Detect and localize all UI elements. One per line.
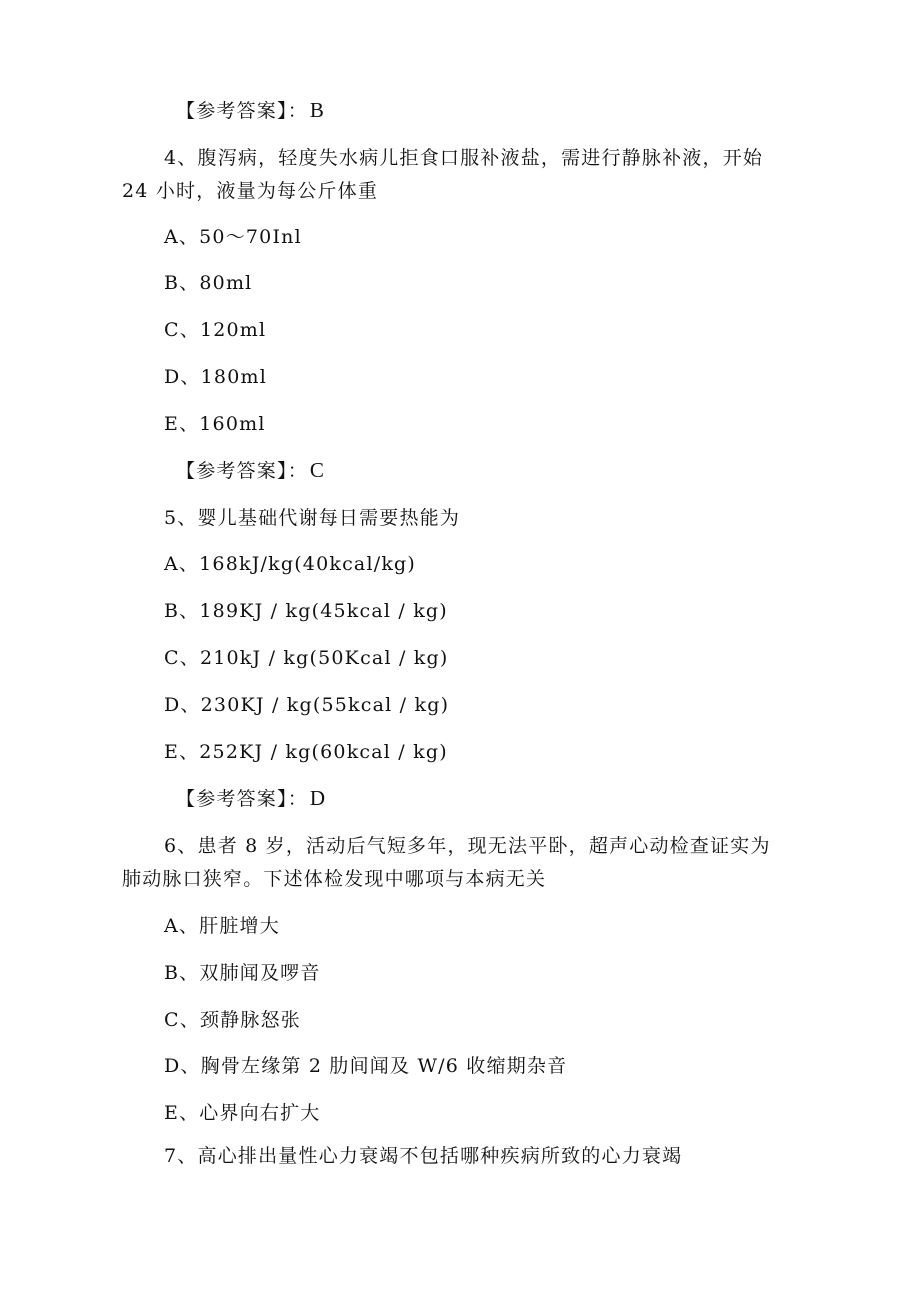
q5-option-e: E、252KJ / kg(60kcal / kg) [164, 741, 448, 763]
answer-label: 【参考答案】： [176, 460, 308, 482]
q5-option-c: C、210kJ / kg(50Kcal / kg) [164, 647, 449, 669]
answer-value: D [309, 786, 327, 810]
answer-line-q4 [176, 457, 325, 484]
q4-option-c: C、120ml [164, 319, 267, 341]
answer-value: B [309, 98, 326, 122]
answer-value: C [309, 458, 326, 482]
question-6-line-1: 6、患者 8 岁，活动后气短多年，现无法平卧，超声心动检查证实为 [164, 835, 771, 857]
q4-option-b: B、80ml [164, 272, 253, 294]
q4-option-a: A、50～70Inl [164, 226, 302, 248]
question-5-line-1: 5、婴儿基础代谢每日需要热能为 [164, 507, 461, 529]
q5-option-a: A、168kJ/kg(40kcal/kg) [164, 553, 417, 575]
question-4-line-2: 24 小时，液量为每公斤体重 [122, 180, 379, 202]
q5-option-b: B、189KJ / kg(45kcal / kg) [164, 600, 448, 622]
q6-option-d: D、胸骨左缘第 2 肋间闻及 W/6 收缩期杂音 [164, 1055, 568, 1077]
q6-option-c: C、颈静脉怒张 [164, 1009, 301, 1031]
question-4-line-1: 4、腹泻病，轻度失水病儿拒食口服补液盐，需进行静脉补液，开始 [164, 147, 764, 169]
question-6-line-2: 肺动脉口狭窄。下述体检发现中哪项与本病无关 [122, 868, 547, 890]
q6-option-a: A、肝脏增大 [164, 915, 280, 937]
q6-option-e: E、心界向右扩大 [164, 1102, 321, 1124]
q5-option-d: D、230KJ / kg(55kcal / kg) [164, 694, 450, 716]
answer-line-q3 [176, 97, 325, 124]
question-7-line-1: 7、高心排出量性心力衰竭不包括哪种疾病所致的心力衰竭 [164, 1145, 683, 1167]
q4-option-e: E、160ml [164, 413, 266, 435]
q6-option-b: B、双肺闻及啰音 [164, 962, 321, 984]
answer-label: 【参考答案】： [176, 788, 308, 810]
answer-line-q5 [176, 785, 326, 812]
q4-option-d: D、180ml [164, 366, 267, 388]
answer-label: 【参考答案】： [176, 100, 308, 122]
